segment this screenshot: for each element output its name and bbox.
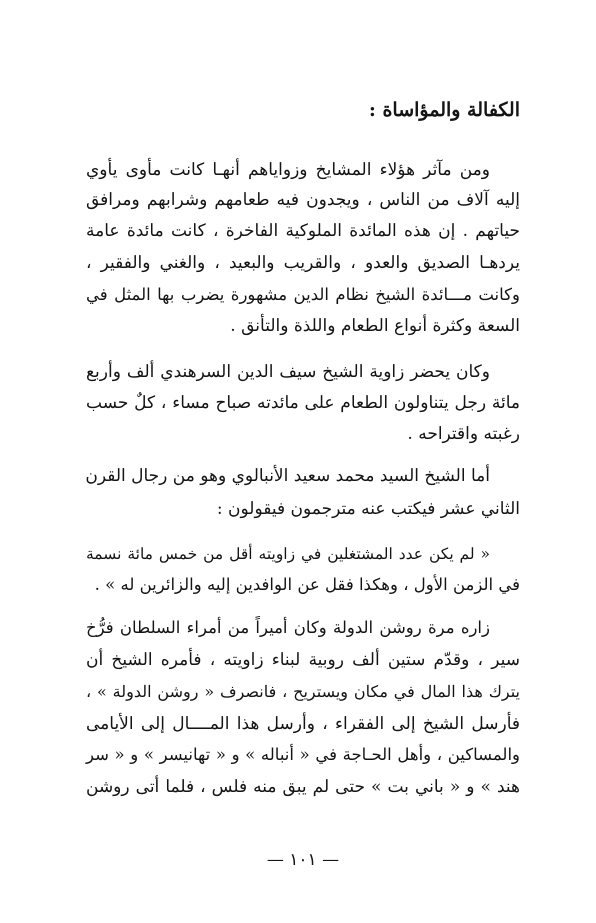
text-line: مائة رجل يتناولون الطعام على مائدته صباح مساء ، كلٌ حسب xyxy=(86,393,520,413)
text-line: سير ، وقدّم ستين ألف روبية لبناء زاويته ، فأمره الشيخ أن xyxy=(86,650,520,670)
text-line: حياتهم . إن هذه المائدة الملوكية الفاخرة ، كانت مائدة عامة xyxy=(86,221,520,241)
text-line: « لم يكن عدد المشتغلين في زاويته أقل من خمس مائة نسمة xyxy=(86,545,490,563)
book-page xyxy=(86,0,520,923)
text-line: وكان يحضر زاوية الشيخ سيف الدين السرهندي ألف وأربع xyxy=(86,362,490,382)
text-line: يردهـا الصديق والعدو ، والقريب والبعيد ، والغني والفقير ، xyxy=(86,253,520,273)
text-line: زاره مرة روشن الدولة وكان أميراً من أمراء السلطان فرُّخ xyxy=(86,618,490,637)
text-line: رغبته واقتراحه . xyxy=(407,424,520,444)
text-line: أما الشيخ السيد محمد سعيد الأنبالوي وهو من رجال القرن xyxy=(85,466,490,486)
text-line: يترك هذا المال في مكان ويستريح ، فانصرف « روشن الدولة » ، xyxy=(86,682,520,701)
text-line: إليه آلاف من الناس ، ويجدون فيه طعامهم وشرابهم ومرافق xyxy=(86,190,520,210)
text-line: فأرسل الشيخ إلى الفقراء ، وأرسل هذا المــــال إلى الأيامى xyxy=(86,714,520,734)
text-line: ومن مآثر هؤلاء المشايخ وزواياهم أنهـا كانت مأوى يأوي xyxy=(86,160,490,180)
section-heading: الكفالة والمؤاساة : xyxy=(368,99,520,121)
page-number: — ١٠١ — xyxy=(266,850,340,870)
text-line: السعة وكثرة أنواع الطعام واللذة والتأنق . xyxy=(230,316,520,336)
text-line: وكانت مـــائدة الشيخ نظام الدين مشهورة يضرب بها المثل في xyxy=(86,285,520,304)
text-line: الثاني عشر فيكتب عنه مترجمون فيقولون : xyxy=(216,499,520,519)
text-line: في الزمن الأول ، وهكذا فقل عن الوافدين إليه والزائرين له » . xyxy=(94,575,520,594)
text-line: والمساكين ، وأهل الحـاجة في « أنباله » و « تهانيسر » و « سر xyxy=(86,745,520,764)
text-line: هند » و « باني بت » حتى لم يبق منه فلس ، فلما أتى روشن xyxy=(86,777,520,797)
